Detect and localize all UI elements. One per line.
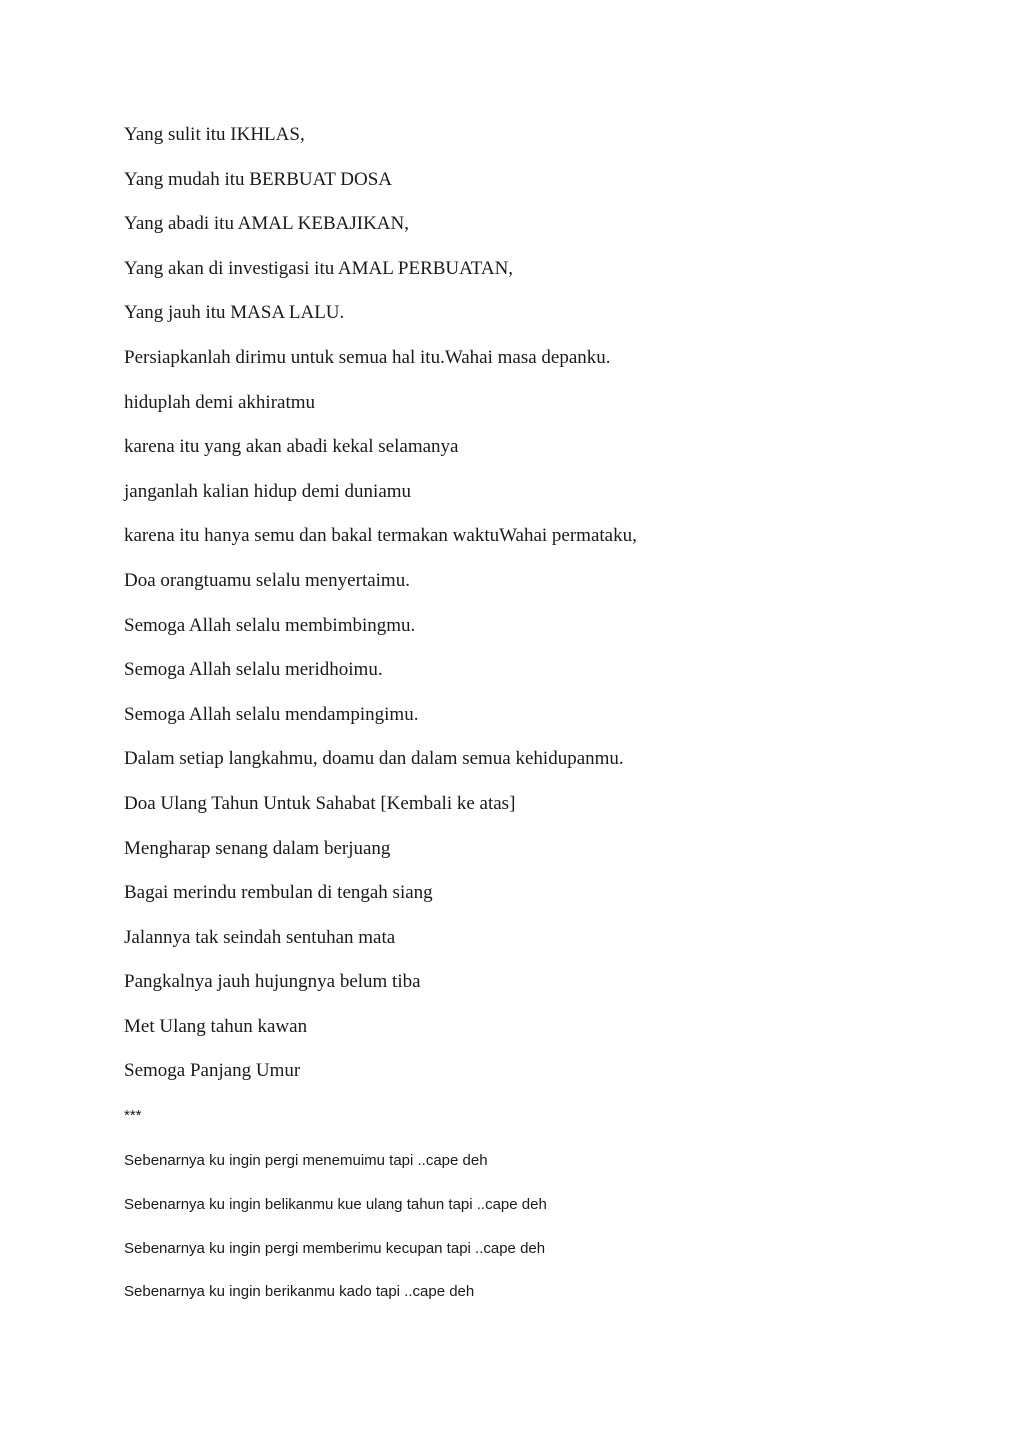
poem-line: Bagai merindu rembulan di tengah siang bbox=[124, 882, 433, 904]
text-line: karena itu hanya semu dan bakal termakan waktuWahai permataku, bbox=[124, 525, 637, 547]
text-line: hiduplah demi akhiratmu bbox=[124, 391, 316, 413]
text-line: karena itu yang akan abadi kekal selamanya bbox=[124, 436, 459, 458]
text-line: Yang mudah itu BERBUAT DOSA bbox=[124, 168, 392, 190]
separator: *** bbox=[124, 1107, 142, 1125]
text-line: Yang sulit itu IKHLAS, bbox=[124, 124, 305, 145]
text-line: Yang jauh itu MASA LALU. bbox=[124, 302, 345, 324]
text-line: Semoga Allah selalu mendampingimu. bbox=[124, 703, 419, 725]
text-line: Semoga Allah selalu meridhoimu. bbox=[124, 659, 383, 681]
text-line: janganlah kalian hidup demi duniamu bbox=[124, 480, 412, 502]
text-line: Doa orangtuamu selalu menyertaimu. bbox=[124, 569, 410, 591]
text-line: Sebenarnya ku ingin pergi memberimu kecupan tapi ..cape deh bbox=[124, 1239, 546, 1257]
text-line: Sebenarnya ku ingin belikanmu kue ulang tahun tapi ..cape deh bbox=[124, 1195, 547, 1213]
poem-line: Semoga Panjang Umur bbox=[124, 1060, 301, 1082]
poem-line: Met Ulang tahun kawan bbox=[124, 1015, 308, 1037]
poem-line: Mengharap senang dalam berjuang bbox=[124, 837, 391, 859]
text-line: Sebenarnya ku ingin pergi menemuimu tapi ..cape deh bbox=[124, 1152, 488, 1170]
text-line: Dalam setiap langkahmu, doamu dan dalam semua kehidupanmu. bbox=[124, 748, 624, 770]
text-line: Yang akan di investigasi itu AMAL PERBUATAN, bbox=[124, 257, 514, 279]
text-line: Persiapkanlah dirimu untuk semua hal itu.Wahai masa depanku. bbox=[124, 346, 611, 368]
text-line: Semoga Allah selalu membimbingmu. bbox=[124, 614, 416, 636]
poem-line: Pangkalnya jauh hujungnya belum tiba bbox=[124, 971, 421, 993]
text-line: Yang abadi itu AMAL KEBAJIKAN, bbox=[124, 213, 409, 235]
document-body bbox=[124, 124, 924, 1325]
poem-line: Jalannya tak seindah sentuhan mata bbox=[124, 926, 396, 948]
section-heading: Doa Ulang Tahun Untuk Sahabat [Kembali ke atas] bbox=[124, 792, 516, 814]
text-line: Sebenarnya ku ingin berikanmu kado tapi ..cape deh bbox=[124, 1283, 475, 1301]
